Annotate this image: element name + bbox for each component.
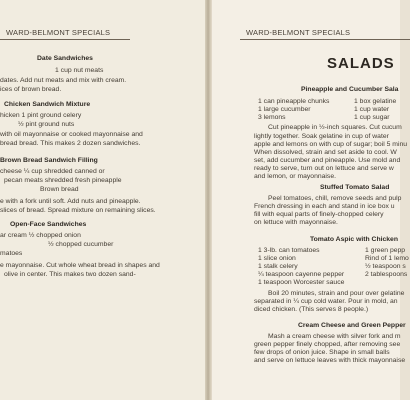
text-line: 1 green pepp [365,247,406,254]
recipe-heading: Cream Cheese and Green Pepper [298,322,406,329]
text-line: 1 can pineapple chunks [258,98,330,105]
text-line: 1 slice onion [258,255,296,262]
text-line: and serve on lettuce leaves with thick mayonnaise [254,357,406,364]
text-line: When dissolved, strain and set aside to cool. W [254,149,397,156]
text-line: apple and lemons on with cup of sugar; boil 5 minu [254,141,408,148]
book-gutter [205,0,212,400]
text-line: Boil 20 minutes, strain and pour over gelatine [268,290,405,297]
header-rule-right [240,39,410,40]
text-line: separated in ¼ cup cold water. Pour in mold, an [254,298,398,305]
text-line: e mayonnaise. Cut whole wheat bread in shapes and [0,262,160,269]
text-line: Rind of 1 lemo [365,255,409,262]
recipe-heading: Stuffed Tomato Salad [320,184,390,191]
text-line: 3 lemons [258,114,286,121]
text-line: green pepper finely chopped, after removing see [254,341,401,348]
text-line: 1 stalk celery [258,263,298,270]
text-line: Brown bread [40,186,79,193]
text-line: 1 3-lb. can tomatoes [258,247,320,254]
text-line: 1 large cucumber [258,106,311,113]
text-line: 1 cup nut meats [55,67,104,74]
recipe-heading: Brown Bread Sandwich Filling [0,157,98,164]
chapter-title: SALADS [327,55,395,72]
recipe-heading: Pineapple and Cucumber Sala [301,86,399,93]
text-line: diced chicken. (This serves 8 people.) [254,306,369,313]
text-line: 1 box gelatine [354,98,397,105]
text-line: hicken 1 pint ground celery [0,112,82,119]
text-line: e with a fork until soft. Add nuts and pineapple. [0,198,141,205]
text-line: ar cream ½ chopped onion [0,232,81,239]
text-line: 1 cup sugar [354,114,390,121]
header-rule-left [0,39,130,40]
text-line: slices of bread. Spread mixture on remaining slices. [0,207,156,214]
recipe-heading: Tomato Aspic with Chicken [310,236,398,243]
text-line: set, add cucumber and pineapple. Use mold and [254,157,401,164]
text-line: ready to serve, turn out on lettuce and serve w [254,165,394,172]
recipe-heading: Date Sandwiches [37,55,93,62]
text-line: lightly together. Soak gelatine in cup of water [254,133,389,140]
running-head-right: WARD-BELMONT SPECIALS [246,28,351,37]
text-line: ½ pint ground nuts [18,121,75,128]
text-line: French dressing in each and stand in ice box u [254,203,395,210]
text-line: ½ chopped cucumber [48,241,114,248]
text-line: pecan meats shredded fresh pineapple [4,177,122,184]
text-line: matoes [0,250,23,257]
text-line: 1 teaspoon Worcester sauce [258,279,345,286]
text-line: ½ teaspoon s [365,263,406,270]
text-line: on lettuce with mayonnaise. [254,219,338,226]
text-line: ¼ teaspoon cayenne pepper [258,271,345,278]
text-line: dates. Add nut meats and mix with cream. [0,77,127,84]
recipe-heading: Open-Face Sandwiches [10,221,87,228]
recipe-heading: Chicken Sandwich Mixture [4,101,91,108]
text-line: Mash a cream cheese with silver fork and m [268,333,401,340]
text-line: few drops of onion juice. Shape in small balls [254,349,390,356]
text-line: fill with equal parts of finely-chopped celery [254,211,384,218]
text-line: Peel tomatoes, chill, remove seeds and pulp [268,195,402,202]
text-line: Cut pineapple in ½-inch squares. Cut cucum [268,124,402,131]
text-line: 1 cup water [354,106,390,113]
right-page [212,0,409,400]
text-line: and lemon, or mayonnaise. [254,173,336,180]
text-line: ices of brown bread. [0,86,62,93]
running-head-left: WARD-BELMONT SPECIALS [6,28,111,37]
text-line: olive in center. This makes two dozen sand- [4,271,136,278]
text-line: 2 tablespoons [365,271,408,278]
text-line: bread bread. This makes 2 dozen sandwiches. [0,140,141,147]
text-line: cheese ¼ cup shredded canned or [0,168,105,175]
text-line: with oil mayonnaise or cooked mayonnaise and [0,131,143,138]
